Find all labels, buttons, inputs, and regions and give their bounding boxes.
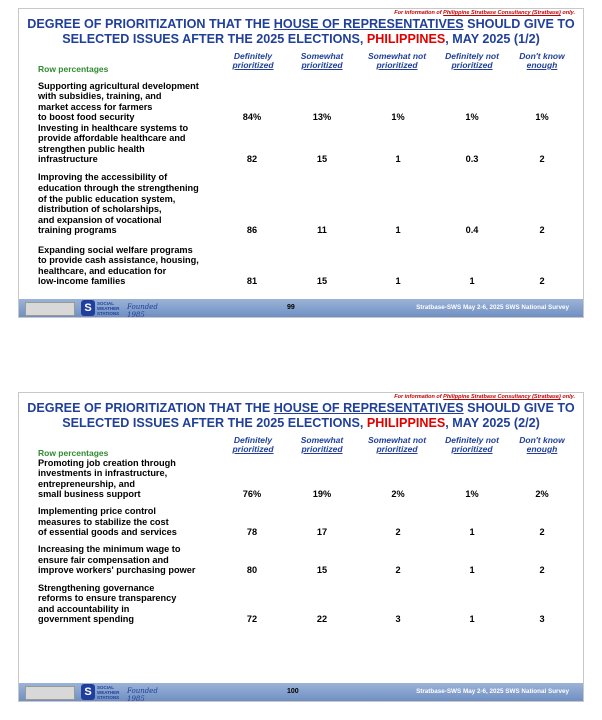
value-somewhat-not-prioritized: 1% — [391, 112, 405, 123]
row-label: Promoting job creation through investments in infrastructure, entrepreneurship, and small business support — [38, 457, 176, 500]
sws-s-icon: S — [81, 300, 95, 316]
row-label: Increasing the minimum wage to ensure fair compensation and improve workers' purchasing power — [38, 544, 196, 576]
value-dont-know-enough: 2 — [539, 276, 545, 287]
value-somewhat-prioritized: 15 — [316, 154, 328, 165]
value-definitely-prioritized: 76% — [242, 489, 262, 500]
sws-s-icon: S — [81, 684, 95, 700]
value-definitely-not-prioritized: 1% — [465, 112, 479, 123]
column-header-definitely-prioritized: Definitely prioritized — [232, 435, 274, 454]
value-somewhat-not-prioritized: 3 — [395, 614, 401, 625]
column-header-somewhat-prioritized: Somewhat prioritized — [300, 435, 344, 454]
slide-1 — [18, 8, 584, 318]
value-somewhat-not-prioritized: 2 — [395, 565, 401, 576]
column-header-dont-know-enough: Don't know enough — [519, 435, 565, 454]
row-percentages-label: Row percentages — [38, 64, 109, 74]
value-definitely-not-prioritized: 1 — [469, 565, 475, 576]
value-dont-know-enough: 2 — [539, 225, 545, 236]
value-definitely-not-prioritized: 1 — [469, 527, 475, 538]
column-header-somewhat-prioritized: Somewhat prioritized — [300, 51, 344, 70]
value-definitely-not-prioritized: 0.4 — [465, 225, 479, 236]
table-row — [38, 173, 568, 236]
value-somewhat-prioritized: 11 — [317, 225, 327, 236]
value-definitely-not-prioritized: 0.3 — [465, 154, 479, 165]
value-definitely-not-prioritized: 1% — [465, 489, 479, 500]
value-somewhat-prioritized: 15 — [316, 565, 328, 576]
slide-2 — [18, 392, 584, 702]
page-number: 99 — [287, 304, 295, 311]
value-somewhat-prioritized: 19% — [312, 489, 332, 500]
row-label: Implementing price control measures to stabilize the cost of essential goods and services — [38, 506, 177, 538]
value-definitely-prioritized: 80 — [246, 565, 258, 576]
row-label: Expanding social welfare programs to provide cash assistance, housing, healthcare, and education for low-income families — [38, 244, 199, 287]
stratbase-logo — [25, 686, 75, 700]
stratbase-logo — [25, 302, 75, 316]
value-dont-know-enough: 2 — [539, 154, 545, 165]
row-label: Improving the accessibility of education through the strengthening of the public education system, distribution of scholarships, and expansion of vocational training programs — [38, 172, 199, 236]
survey-source: Stratbase-SWS May 2-6, 2025 SWS National Survey — [416, 304, 569, 311]
value-dont-know-enough: 2 — [539, 565, 545, 576]
table-row — [38, 453, 568, 500]
value-somewhat-not-prioritized: 2% — [391, 489, 405, 500]
table-row — [38, 580, 568, 625]
survey-source: Stratbase-SWS May 2-6, 2025 SWS National Survey — [416, 688, 569, 695]
sws-logo: S SOCIAL WEATHER STATIONS Founded 1985 — [81, 300, 169, 316]
page-number: 100 — [287, 688, 299, 695]
value-dont-know-enough: 1% — [535, 112, 549, 123]
table-row — [38, 245, 568, 287]
table-row — [38, 504, 568, 538]
value-definitely-prioritized: 81 — [246, 276, 258, 287]
row-label: Supporting agricultural development with subsidies, training, and market access for farmers to boost food security — [38, 80, 199, 123]
sws-logo: S SOCIAL WEATHER STATIONS Founded 1985 — [81, 684, 169, 700]
value-definitely-prioritized: 82 — [246, 154, 258, 165]
value-definitely-prioritized: 78 — [246, 527, 258, 538]
value-definitely-not-prioritized: 1 — [469, 614, 475, 625]
value-definitely-prioritized: 72 — [246, 614, 258, 625]
value-somewhat-not-prioritized: 2 — [395, 527, 401, 538]
value-definitely-prioritized: 84% — [242, 112, 262, 123]
row-percentages-label: Row percentages — [38, 448, 109, 458]
table-row — [38, 542, 568, 576]
value-definitely-not-prioritized: 1 — [469, 276, 475, 287]
slide-title: DEGREE OF PRIORITIZATION THAT THE HOUSE OF REPRESENTATIVES SHOULD GIVE TO SELECTED ISSUES AFTER THE 2025 ELECTIONS, PHILIPPINES, MAY 2025 (2/2) — [27, 401, 575, 430]
value-somewhat-not-prioritized: 1 — [395, 154, 401, 165]
slide-footer — [19, 299, 583, 317]
value-somewhat-prioritized: 15 — [316, 276, 328, 287]
slide-footer — [19, 683, 583, 701]
column-header-somewhat-not-prioritized: Somewhat not prioritized — [367, 435, 427, 454]
value-definitely-prioritized: 86 — [246, 225, 258, 236]
table-row — [38, 71, 568, 123]
value-dont-know-enough: 2% — [535, 489, 549, 500]
column-header-somewhat-not-prioritized: Somewhat not prioritized — [367, 51, 427, 70]
value-somewhat-prioritized: 17 — [316, 527, 328, 538]
value-dont-know-enough: 3 — [539, 614, 545, 625]
row-label: Investing in healthcare systems to provide affordable healthcare and strengthen public health infrastructure — [38, 122, 189, 165]
column-header-definitely-not-prioritized: Definitely not prioritized — [445, 435, 499, 454]
table-row — [38, 123, 568, 165]
confidentiality-note: For information of Philippine Stratbase Consultancy (Stratbase) only. — [394, 394, 575, 400]
column-header-dont-know-enough: Don't know enough — [519, 51, 565, 70]
column-header-definitely-prioritized: Definitely prioritized — [232, 51, 274, 70]
column-header-definitely-not-prioritized: Definitely not prioritized — [445, 51, 499, 70]
value-somewhat-not-prioritized: 1 — [395, 225, 401, 236]
row-label: Strengthening governance reforms to ensure transparency and accountability in government spending — [38, 582, 177, 625]
value-somewhat-prioritized: 13% — [312, 112, 332, 123]
value-somewhat-prioritized: 22 — [316, 614, 328, 625]
slide-title: DEGREE OF PRIORITIZATION THAT THE HOUSE OF REPRESENTATIVES SHOULD GIVE TO SELECTED ISSUES AFTER THE 2025 ELECTIONS, PHILIPPINES, MAY 2025 (1/2) — [27, 17, 575, 46]
value-somewhat-not-prioritized: 1 — [395, 276, 401, 287]
confidentiality-note: For information of Philippine Stratbase Consultancy (Stratbase) only. — [394, 10, 575, 16]
value-dont-know-enough: 2 — [539, 527, 545, 538]
